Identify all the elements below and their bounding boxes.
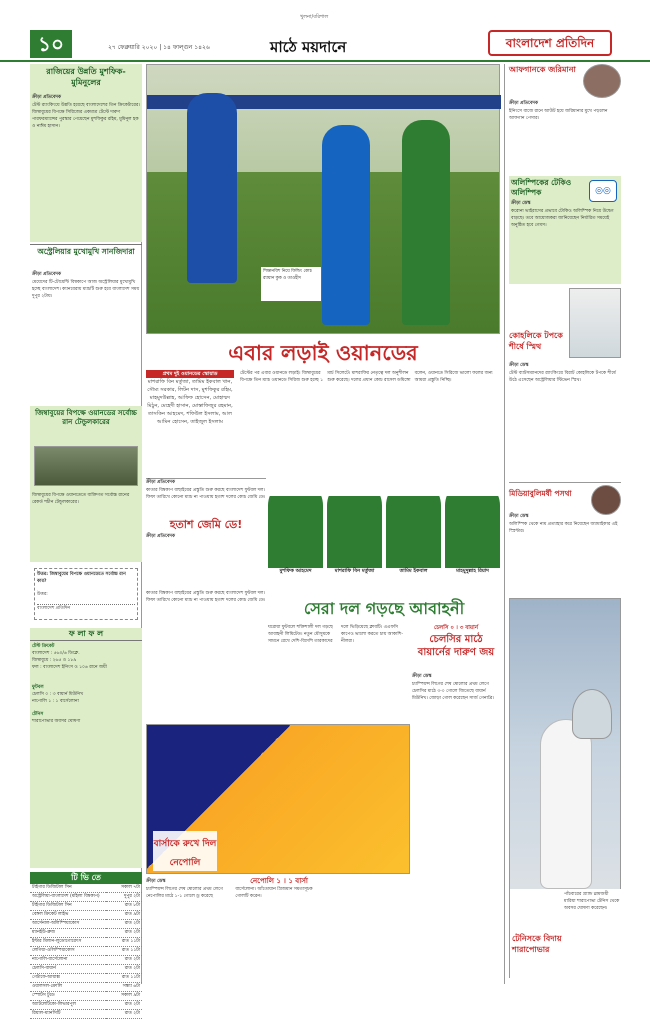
- results-box: [30, 628, 142, 868]
- tv-program: ম্যানইউ-ব্রুজ: [30, 929, 106, 938]
- main-headline: এবার লড়াই ওয়ানডের: [228, 341, 418, 365]
- tv-program: টাইগার ডিজিটাল সিন: [30, 884, 106, 893]
- tv-time: রাত ৯টা: [106, 911, 142, 920]
- tv-program: রিয়াল-ম্যানসিটি: [30, 1010, 106, 1019]
- results-title: ফ লা ফ ল: [30, 628, 142, 641]
- edition-label: খুলনা/বরিশাল: [300, 14, 329, 20]
- left-story-2-byline: ক্রীড়া প্রতিবেদক: [32, 272, 61, 277]
- left-story-2-body: মেয়েদের টি-টোয়েন্টি বিশ্বকাপে আজ অস্ট্রেলিয়ার মুখোমুখি হচ্ছে বাংলাদেশ। ক্যানবেরায় ম্যাচটি শুরু হবে বাংলাদেশ সময় দুপুর ২টায়।: [32, 280, 140, 299]
- squad-title: প্রথম দুই ওয়ানডের স্কোয়াড: [146, 370, 234, 378]
- barca-byline: ক্রীড়া ডেস্ক: [146, 879, 166, 884]
- left-column: [30, 64, 142, 1016]
- photo-caption: শিক্ষানবিশ নিয়ে ফিল্ডিং কোচ র‍্যায়ান কুক ও তাওহীদ: [263, 269, 312, 281]
- tv-program: ওয়ালসল-ক্রোলি: [30, 983, 106, 992]
- player-figure-1: [187, 93, 237, 283]
- tv-program: গেটাফে-আয়াক্স: [30, 974, 106, 983]
- player-card: [327, 478, 382, 596]
- chelsea-byline: ক্রীড়া ডেস্ক: [412, 674, 432, 679]
- tv-time: রাত ২টা: [106, 956, 142, 965]
- tv-time: সন্ধ্যা ৬টা: [106, 983, 142, 992]
- tv-box: [30, 872, 142, 1016]
- tv-time: রাত ২টা: [106, 920, 142, 929]
- squad-list: মাশরাফি বিন মর্তুজা, তামিম ইকবাল খান, সৌম্য সরকার, লিটন দাস, মুশফিকুর রহিম, মাহমুদউল্লাহ, আফিফ হোসেন, মোহাম্মদ মিঠুন, মেহেদী হাসান, মোস্তাফিজুর রহমান, তাসকিন আহমেদ, শফিউল ইসলাম, আল আমিন হোসেন, তাইজুল ইসলাম: [147, 379, 233, 425]
- results-item: শারাপোভার অবসর ঘোষণা: [32, 719, 81, 724]
- tv-time: রাত ১১টা: [106, 974, 142, 983]
- right-story-3-title: কোহলিকে টপকে শীর্ষে স্মিথ: [509, 331, 563, 351]
- tv-schedule-row: [30, 1010, 142, 1019]
- tv-program: অ্যাটলেটিকো-লিভারপুল: [30, 1001, 106, 1010]
- tv-program: লেগিয়া-ওলিম্পিয়াকোস: [30, 947, 106, 956]
- players-row: [268, 478, 500, 596]
- sharapova-figure: [540, 719, 592, 889]
- tv-schedule-row: [30, 893, 142, 902]
- results-item: টেনিস: [32, 712, 44, 717]
- quiz-question: উত্তর: জিম্বাবুয়ের বিপক্ষে ওয়ানডেতে সর্বোচ্চ রান কার?: [37, 572, 126, 584]
- main-column: [146, 64, 500, 984]
- tv-program: ইন্টার মিলান-লুডোগোরেৎস: [30, 938, 106, 947]
- right-story-4-title: মিডিয়াবুলিমর্ষী পসথা: [509, 489, 572, 498]
- squad-box: [146, 370, 234, 476]
- results-item: চেলসি ০ : ৩ বায়ার্ন মিউনিখ: [32, 692, 84, 697]
- barca-overlay-text: বার্সাকে রুখে দিল নেপোলি: [153, 839, 217, 868]
- results-item: নাপোলি ১ : ১ বার্সেলোনা: [32, 699, 79, 704]
- hatash-byline: ক্রীড়া প্রতিবেদক: [146, 480, 175, 485]
- tv-time: রাত ১১টা: [106, 947, 142, 956]
- hatash-byline-2: ক্রীড়া প্রতিবেদক: [146, 534, 175, 539]
- tv-schedule-row: [30, 902, 142, 911]
- tv-schedule-row: [30, 983, 142, 992]
- player-card: [268, 478, 323, 596]
- tv-schedule-row: [30, 938, 142, 947]
- tv-schedule-row: [30, 956, 142, 965]
- left-story-2: [30, 244, 142, 402]
- brand-logo: [488, 30, 612, 56]
- right-story-1-body: ইনিংসে বাজে রানে আউট হয়ে জরিমানার মুখে পড়লেন আফগান পেসার।: [509, 109, 608, 121]
- left-story-1-title: রাজিয়ের উন্নতি মুশফিক-মুমিনুলের: [46, 67, 126, 87]
- sharapova-caption-box: [510, 889, 622, 979]
- right-story-4-body: অলিম্পিক থেকে নাম প্রত্যাহার করে নিয়েছেন জ্যামাইকার এই স্প্রিন্টার।: [509, 522, 618, 534]
- tv-program: অস্ট্রেলিয়া-বাংলাদেশ (মহিলা বিশ্বকাপ): [30, 893, 106, 902]
- tv-schedule-row: [30, 947, 142, 956]
- left-story-3-title: জিম্বাবুয়ের বিপক্ষে ওয়ানডের সর্বোচ্চ রান টেন্ডুলকারের: [35, 409, 137, 426]
- left-story-1-byline: ক্রীড়া প্রতিবেদক: [32, 95, 61, 100]
- barca-score: নেপোলি ১ । ১ বার্সা: [250, 877, 308, 885]
- tv-schedule-row: [30, 992, 142, 1001]
- right-story-2: [509, 176, 621, 284]
- quiz-box: [34, 568, 138, 620]
- right-story-2-byline: ক্রীড়া ডেস্ক: [511, 201, 531, 206]
- tv-time: রাত ২টা: [106, 965, 142, 974]
- page-number: ১০: [38, 32, 64, 56]
- team-headline: সেরা দল গড়ছে আবাহনী: [303, 599, 465, 618]
- player-photo: [268, 478, 323, 568]
- tv-time: রাত ২টা: [106, 1010, 142, 1019]
- hatash-body-top: কাতার বিশ্বকাপ বাছাইয়ের প্রস্তুতি শুরু করছে বাংলাদেশ ফুটবল দল। ফিফা তারিখে কোনো ম্যাচ না পাওয়ায় হতাশ দলের কোচ জেমি ডে।: [146, 488, 266, 500]
- barca-body: চ্যাম্পিয়ন্স লিগের শেষ ষোলোর প্রথম লেগে নেপোলির মাঠে ১-১ গোলে ড্র করেছে বার্সেলোনা। আঁতোয়ান গ্রিজমান সমতাসূচক গোলটি করেন।: [146, 887, 313, 899]
- sharapova-photo: [509, 598, 621, 978]
- tv-schedule-row: [30, 965, 142, 974]
- quiz-answer-label: উত্তর:: [37, 591, 135, 605]
- right-story-4-photo: [591, 485, 621, 515]
- hatash-body: কাতার বিশ্বকাপ বাছাইয়ের প্রস্তুতি শুরু করছে বাংলাদেশ ফুটবল দল। ফিফা তারিখে কোনো ম্যাচ না পাওয়ায় হতাশ দলের কোচ জেমি ডে।: [146, 591, 266, 603]
- tv-schedule-row: [30, 929, 142, 938]
- right-story-3-body: টেস্ট ব্যাটসম্যানদের র‍্যাংকিংয়ে বিরাট কোহলিকে টপকে শীর্ষে উঠে এসেছেন অস্ট্রেলিয়ার স্টিভেন স্মিথ।: [509, 371, 616, 383]
- hatash-title: হতাশ জেমি ডে!: [169, 518, 243, 531]
- olympic-rings-icon: ◎◎: [589, 180, 617, 202]
- left-story-1: [30, 64, 142, 242]
- player-figure-2: [322, 125, 370, 325]
- tv-schedule-row: [30, 884, 142, 893]
- photo-caption-box: [261, 267, 321, 301]
- results-item: টেস্ট ক্রিকেট: [32, 644, 55, 649]
- right-column: [504, 64, 620, 984]
- date-line: ২৭ ফেব্রুয়ারি ২০২০ | ১৪ ফাল্গুন ১৪২৬: [108, 44, 210, 51]
- right-story-4: [509, 482, 621, 592]
- sharapova-caption: পাঁচবারের গ্র্যান্ড স্লামজয়ী মারিয়া শারাপোভা টেনিস থেকে অবসর ঘোষণা করেছেন।: [564, 892, 620, 911]
- right-story-1-title: আফগানকে জরিমানা: [509, 65, 576, 74]
- tv-schedule-row: [30, 911, 142, 920]
- chelsea-story: [412, 624, 500, 794]
- tv-time: রাত ২টা: [106, 929, 142, 938]
- right-story-1: [509, 64, 621, 172]
- tv-program: বেঙ্গল ক্রিকেট লাইভ: [30, 911, 106, 920]
- hatash-story: [146, 478, 266, 588]
- results-item: বাংলাদেশ : ৫৬০/৬ ডিক্লে.: [32, 651, 80, 656]
- chelsea-score: চেলসি ০ । ৩ বায়ার্ন: [433, 625, 479, 631]
- tv-schedule-row: [30, 974, 142, 983]
- tv-time: রাত ২টা: [106, 1001, 142, 1010]
- right-story-1-byline: ক্রীড়া প্রতিবেদক: [509, 101, 538, 106]
- results-item: ফল : বাংলাদেশ ইনিংস ও ১০৬ রানে জয়ী: [32, 665, 107, 670]
- chelsea-title: চেলসির মাঠে বায়ার্নের দারুণ জয়: [417, 634, 495, 658]
- practice-photo: [146, 64, 500, 334]
- tv-program: নাপোলি-বার্সেলোনা: [30, 956, 106, 965]
- player-name: মাশরাফি বিন মর্তুজা: [334, 568, 375, 574]
- right-story-3-photo: [569, 288, 621, 358]
- results-item: জিম্বাবুয়ে : ২৬৫ ও ১৮৯: [32, 658, 77, 663]
- section-title: মাঠে ময়দানে: [270, 38, 347, 56]
- tv-program: স্পোর্টস টুডে: [30, 992, 106, 1001]
- tv-program: টাইগার ডিজিটাল সিন: [30, 902, 106, 911]
- chelsea-body: চ্যাম্পিয়ন্স লিগের শেষ ষোলোর প্রথম লেগে চেলসির মাঠে ৩-০ গোলে জিতেছে বায়ার্ন মিউনিখ। জোড়া গোল করেছেন সার্জ গেনাব্রি।: [412, 682, 494, 701]
- player-name: মাহমুদুল্লাহ রিয়াদ: [456, 568, 489, 574]
- tv-time: দুপুর ২টা: [106, 893, 142, 902]
- tv-schedule: [30, 884, 142, 1019]
- results-list: [30, 641, 142, 727]
- barca-overlay: [153, 831, 217, 871]
- tv-program: চেলসি-বায়ার্ন: [30, 965, 106, 974]
- team-body: ঘরোয়া ফুটবলে শক্তিশালী দল গড়ছে আবাহনী লিমিটেড। নতুন মৌসুমকে সামনে রেখে দেশি-বিদেশি তারকাদের দলে ভিড়িয়েছে ক্লাবটি। এএফসি কাপেও ভালো করতে চায় আকাশি-নীলরা।: [268, 625, 403, 644]
- page-number-box: [30, 30, 72, 58]
- quiz-source: বাংলাদেশ প্রতিদিন: [37, 606, 71, 611]
- left-story-2-title: অস্ট্রেলিয়ার মুখোমুখি সানজিদারা: [37, 247, 135, 256]
- main-article-body: টেস্টের পর এবার ওয়ানডে লড়াই। জিম্বাবুয়ের বিপক্ষে তিন ম্যাচ ওয়ানডে সিরিজ শুরু হচ্ছে ১ মার্চ সিলেটে। মাশরাফির নেতৃত্বে দল অনুশীলন শুরু করেছে। দলের প্রধান কোচ রাসেল ডমিঙ্গো বলেন, ওয়ানডে সিরিজে ভালো ফলের জন্য আমরা প্রস্তুতি নিচ্ছি।: [240, 371, 493, 383]
- left-story-3-body: জিম্বাবুয়ের বিপক্ষে ওয়ানডেতে ব্যক্তিগত সর্বোচ্চ রানের রেকর্ড শচীন টেন্ডুলকারের।: [32, 493, 130, 505]
- tv-schedule-row: [30, 1001, 142, 1010]
- left-story-3: [30, 406, 142, 562]
- tv-program: আর্সেনাল-অলিম্পিয়াকোস: [30, 920, 106, 929]
- player-name: তামিম ইকবাল: [399, 568, 428, 574]
- tv-time: সকাল ৭টা: [106, 884, 142, 893]
- right-story-2-body: করোনা ভাইরাসের প্রভাবে টোকিও অলিম্পিক নিয়ে উদ্বেগ বাড়ছে। তবে আয়োজকরা জানিয়েছেন নির্ধারিত সময়েই অনুষ্ঠিত হবে গেমস।: [511, 209, 614, 228]
- left-story-1-body: টেস্ট র‍্যাংকিংয়ে উন্নতি হয়েছে বাংলাদেশের তিন ক্রিকেটারের। জিম্বাবুয়ের বিপক্ষে সিরিজের একমাত্র টেস্টে দারুণ পারফরম্যান্সের পুরস্কার পেয়েছেন মুশফিকুর রহিম, মুমিনুল হক ও নাঈম হাসান।: [32, 103, 140, 129]
- tv-time: রাত ১১টা: [106, 938, 142, 947]
- results-item: ফুটবল: [32, 685, 44, 690]
- player-photo: [327, 478, 382, 568]
- right-story-1-photo: [583, 64, 621, 98]
- trophy-icon: [572, 689, 612, 739]
- player-photo: [445, 478, 500, 568]
- player-card: [386, 478, 441, 596]
- tv-title: টি ভি তে: [30, 872, 142, 884]
- player-card: [445, 478, 500, 596]
- left-story-3-photo: [34, 446, 138, 486]
- tv-schedule-row: [30, 920, 142, 929]
- right-story-3-byline: ক্রীড়া ডেস্ক: [509, 363, 529, 368]
- right-story-2-title: অলিম্পিকের টেকিও অলিম্পিক: [511, 178, 572, 197]
- player-name: মুশফিক আহমেদ: [279, 568, 312, 574]
- brand-name: বাংলাদেশ প্রতিদিন: [505, 36, 595, 50]
- tv-time: সকাল ৯টা: [106, 992, 142, 1001]
- tv-time: রাত ৮টা: [106, 902, 142, 911]
- barca-photo: [146, 724, 410, 874]
- player-photo: [386, 478, 441, 568]
- right-story-4-byline: ক্রীড়া ডেস্ক: [509, 514, 529, 519]
- player-figure-3: [402, 120, 450, 325]
- right-story-3: [509, 288, 621, 478]
- page-header: [0, 0, 650, 62]
- sharapova-title: টেনিসকে বিদায় শারাপোভার: [512, 934, 562, 954]
